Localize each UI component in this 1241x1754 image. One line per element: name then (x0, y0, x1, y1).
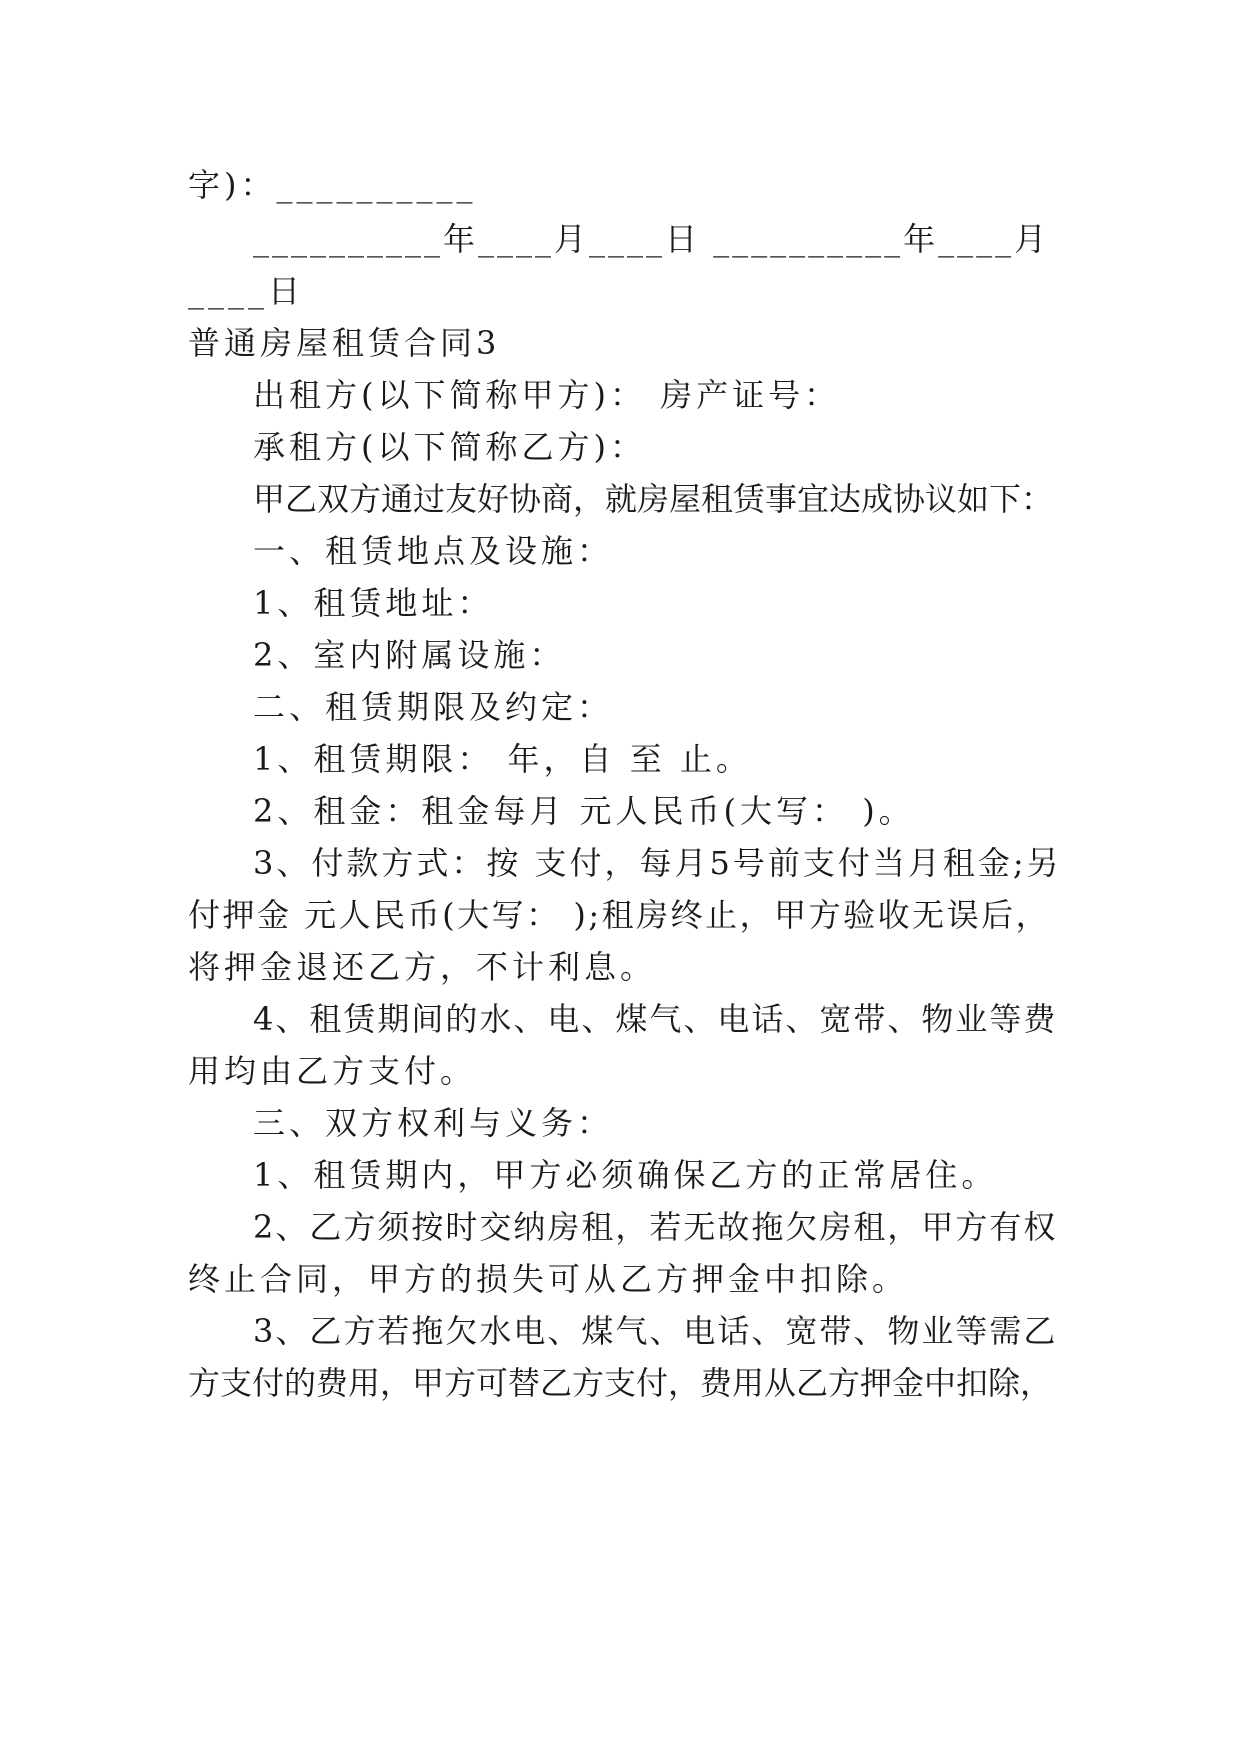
section-heading-3: 三、双方权利与义务： (253, 1104, 614, 1142)
date-line-continuation: ____日 (188, 272, 305, 310)
clause-line: 1、租赁期内，甲方必须确保乙方的正常居住。 (253, 1156, 998, 1194)
clause-line: 3、乙方若拖欠水电、煤气、电话、宽带、物业等需乙 (253, 1312, 1058, 1350)
date-line: __________年____月____日 __________年____月 (253, 220, 1050, 258)
clause-line-continuation: 将押金退还乙方，不计利息。 (188, 948, 657, 986)
contract-title: 普通房屋租赁合同3 (188, 324, 501, 362)
section-heading-1: 一、租赁地点及设施： (253, 532, 614, 570)
section-heading-2: 二、租赁期限及约定： (253, 688, 614, 726)
clause-line-continuation: 方支付的费用，甲方可替乙方支付，费用从乙方押金中扣除， (188, 1364, 1053, 1402)
clause-line: 1、租赁地址： (253, 584, 494, 622)
clause-line: 2、室内附属设施： (253, 636, 566, 674)
agreement-intro: 甲乙双方通过友好协商，就房屋租赁事宜达成协议如下： (253, 480, 1054, 518)
lessee-line: 承租方(以下简称乙方)： (253, 428, 646, 466)
clause-line: 3、付款方式：按 支付，每月5号前支付当月租金;另 (253, 844, 1062, 882)
lessor-line: 出租方(以下简称甲方)： 房产证号： (253, 376, 841, 414)
signature-label-tail: 字)：__________ (188, 166, 477, 204)
clause-line-continuation: 用均由乙方支付。 (188, 1052, 477, 1090)
clause-line: 2、乙方须按时交纳房租，若无故拖欠房租，甲方有权 (253, 1208, 1058, 1246)
clause-line-continuation: 付押金 元人民币(大写： );租房终止，甲方验收无误后， (188, 896, 1051, 934)
clause-line-continuation: 终止合同，甲方的损失可从乙方押金中扣除。 (188, 1260, 909, 1298)
clause-line: 2、租金：租金每月 元人民币(大写： )。 (253, 792, 915, 830)
clause-line: 4、租赁期间的水、电、煤气、电话、宽带、物业等费 (253, 1000, 1058, 1038)
clause-line: 1、租赁期限： 年，自 至 止。 (253, 740, 752, 778)
